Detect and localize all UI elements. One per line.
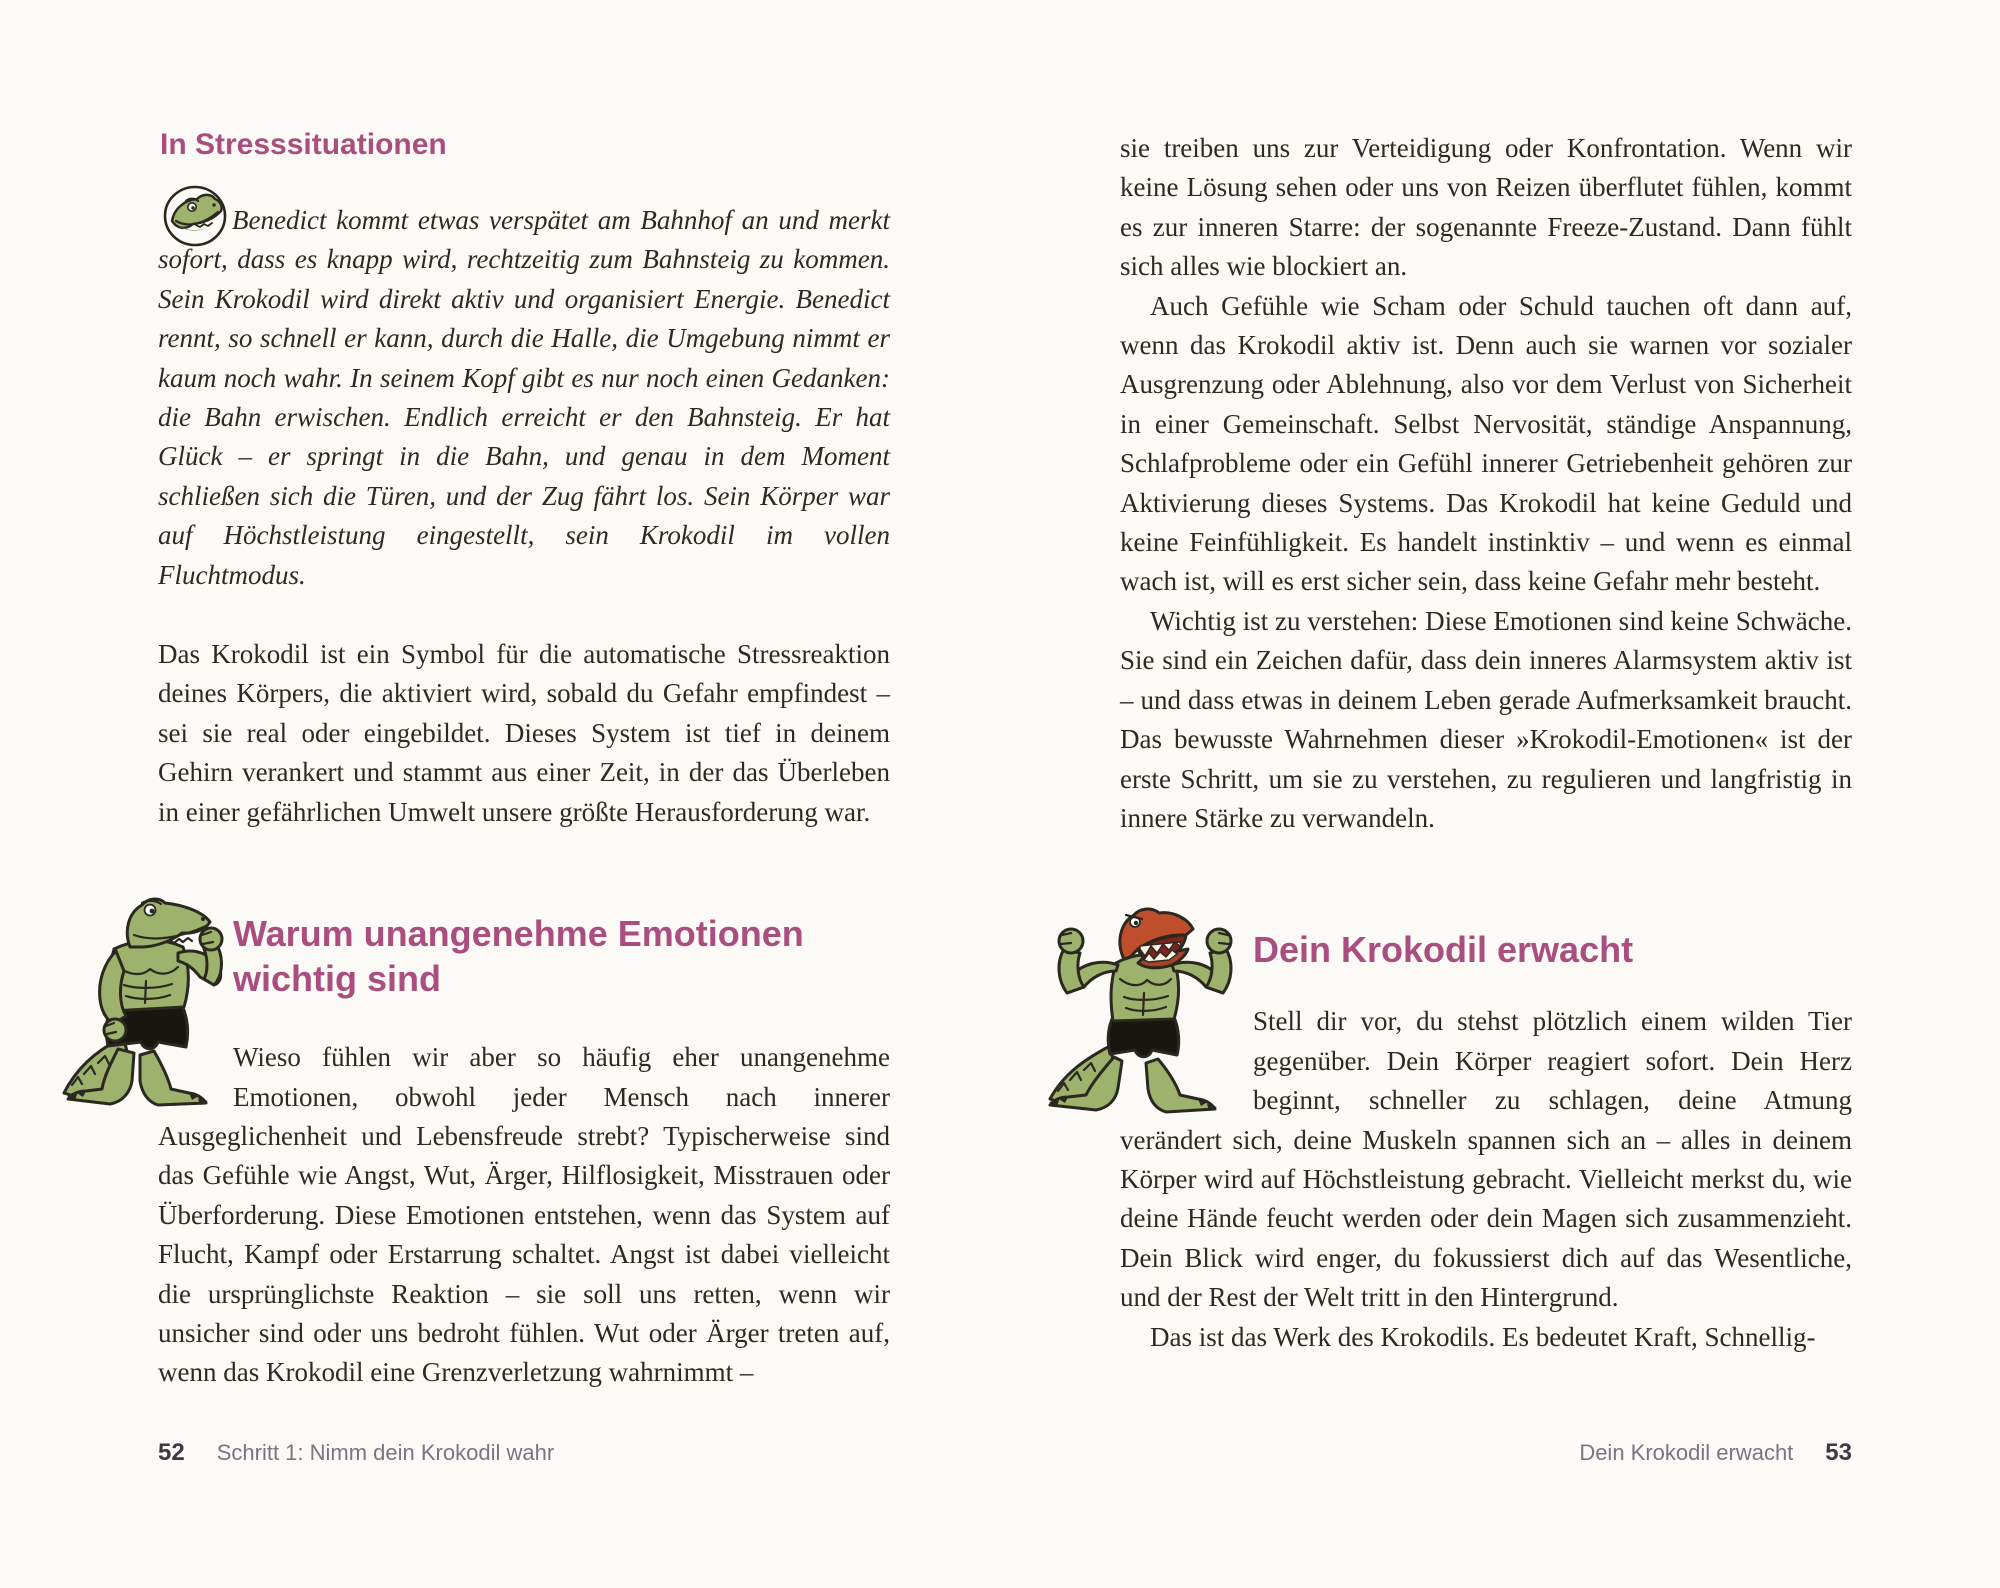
section-paragraph: Wieso fühlen wir aber so häufig eher unangenehme Emotionen, obwohl jeder Mensch nach innerer Ausgeglichenheit und Lebensfreude strebt? Typischerweise sind das Gefühle wie Angst, Wut, Ärger, Hilflosigkeit, Misstrauen oder Überforderung. Diese Emotionen entstehen, wenn das System auf Flucht, Kampf oder Erstarrung schaltet. Angst ist dabei vielleicht die ursprünglichste Reaktion – sie soll uns retten, wenn wir unsicher sind oder uns bedroht fühlen. Wut oder Ärger treten auf, wenn das Krokodil eine Grenzverletzung wahrnimmt –	[158, 1042, 890, 1388]
footer-left	[158, 1438, 554, 1468]
running-title: Schritt 1: Nimm dein Krokodil wahr	[216, 1440, 555, 1465]
standing-muscular-crocodile-icon	[58, 897, 234, 1109]
kicker-heading: In Stresssituationen	[160, 128, 447, 161]
paragraph: Das Krokodil ist ein Symbol für die automatische Stressreaktion deines Körpers, die aktiviert wird, sobald du Gefahr empfindest – sei sie real oder eingebildet. Dieses System ist tief in deinem Gehirn verankert und stammt aus einer Zeit, in der das Überleben in einer gefährlichen Umwelt unsere größte Herausforderung war.	[158, 639, 890, 827]
section-paragraph: Stell dir vor, du stehst plötzlich einem wilden Tier gegenüber. Dein Körper reagiert sofort. Dein Herz beginnt, schneller zu schlagen, deine Atmung verändert sich, deine Muskeln spannen sich an – alles in deinem Körper wird auf Höchstleistung gebracht. Vielleicht merkst du, wie deine Hände feucht werden oder dein Magen sich zusammenzieht. Dein Blick wird enger, du fokussierst dich auf das Wesentliche, und der Rest der Welt tritt in den Hintergrund.	[1120, 1006, 1852, 1313]
page-number: 53	[1825, 1439, 1852, 1466]
section-why-emotions	[158, 832, 890, 1393]
section-heading: Warum unangenehme Emotionen wichtig sind	[233, 913, 804, 1000]
crocodile-illustration-left	[158, 897, 233, 1109]
paragraph: Wichtig ist zu verstehen: Diese Emotionen sind keine Schwäche. Sie sind ein Zeichen dafür, dass dein inneres Alarmsystem aktiv ist – und dass etwas in deinem Leben gerade Aufmerksamkeit braucht. Das bewusste Wahrnehmen dieser »Krokodil-Emotionen« ist der erste Schritt, um sie zu verstehen, zu regulieren und langfristig in innere Stärke zu verwandeln.	[1120, 605, 1852, 833]
crocodile-head-in-circle-icon	[162, 185, 228, 247]
vignette-paragraph: Benedict kommt etwas verspätet am Bahnhof an und merkt sofort, dass es knapp wird, rechtzeitig zum Bahnsteig zu kommen. Sein Krokodil wird direkt aktiv und organisiert Energie. Benedict rennt, so schnell er kann, durch die Halle, die Umgebung nimmt er kaum noch wahr. In seinem Kopf gibt es nur noch einen Gedanken: die Bahn erwischen. Endlich erreicht er den Bahnsteig. Er hat Glück – er springt in die Bahn, und genau in dem Moment schließen sich die Türen, und der Zug fährt los. Sein Körper war auf Höchstleistung eingestellt, sein Krokodil im vollen Fluchtmodus.	[158, 201, 890, 595]
paragraph: sie treiben uns zur Verteidigung oder Konfrontation. Wenn wir keine Lösung sehen oder uns von Reizen überflutet fühlen, kommt es zur inneren Starre: der sogenannte Freeze-Zustand. Dann fühlt sich alles wie blockiert an.	[1120, 133, 1852, 282]
crocodile-illustration-right	[1120, 907, 1253, 1115]
section-heading: Dein Krokodil erwacht	[1253, 929, 1634, 971]
flexing-angry-crocodile-icon	[1038, 907, 1253, 1115]
footer-right	[1579, 1438, 1852, 1468]
running-title: Dein Krokodil erwacht	[1579, 1440, 1794, 1465]
page-right	[1120, 0, 1852, 1588]
crocodile-head-badge	[158, 201, 232, 239]
paragraph: Das ist das Werk des Krokodils. Es bedeutet Kraft, Schnellig-	[1150, 1321, 1816, 1352]
section-krokodil-erwacht	[1120, 838, 1852, 1317]
page-left	[158, 0, 890, 1588]
paragraph: Auch Gefühle wie Scham oder Schuld tauchen oft dann auf, wenn das Krokodil aktiv ist. Denn auch sie warnen vor sozialer Ausgrenzung oder Ablehnung, also vor dem Verlust von Sicherheit in einer Gemeinschaft. Selbst Nervosität, ständige Anspannung, Schlafprobleme oder ein Gefühl innerer Getriebenheit gehören zur Aktivierung dieses Systems. Das Krokodil hat keine Geduld und keine Feinfühligkeit. Es handelt instinktiv – und wenn es einmal wach ist, will es erst sicher sein, dass keine Gefahr mehr besteht.	[1120, 290, 1852, 597]
page-number: 52	[158, 1439, 185, 1466]
